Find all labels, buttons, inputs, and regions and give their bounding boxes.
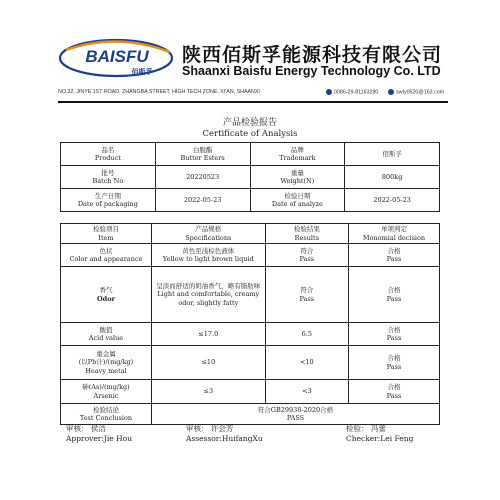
batch-label: 批号 Batch No [61,166,156,189]
checker-cn: 检验： 冯蕾 [346,424,386,433]
info-row-product [61,143,440,166]
spec-cell: ≤3 [151,380,265,404]
logo-cn-text: 佰斯孚 [131,68,153,76]
info-row-dates [61,189,440,212]
table-row [61,267,440,323]
table-row [61,244,440,267]
decision-cell: 合格 Pass [349,267,440,323]
spec-cell: 黄色至浅棕色液体 Yellow to light brown liquid [151,244,265,267]
product-label: 品名 Product [61,143,156,166]
spec-cell: ≤10 [151,346,265,380]
assessor-en: Assessor:HuifangXu [186,434,263,444]
header-divider [58,101,448,103]
phone-contact [326,89,378,95]
header-specifications: 产品规格 Specifications [151,224,265,244]
approver-en: Approver:Jie Hou [66,434,133,444]
baisfu-logo-graphic [58,36,176,80]
product-value: 白脱酯 Butter Esters [155,143,250,166]
table-row [61,380,440,404]
decision-cell: 合格 Pass [349,323,440,346]
checker-signature [346,424,413,444]
result-cell: 符合 Pass [265,267,348,323]
header-item: 检验项目 Item [61,224,152,244]
item-cell: 色状 Color and appearance [61,244,152,267]
table-row [61,323,440,346]
info-row-batch [61,166,440,189]
decision-cell: 合格 Pass [349,380,440,404]
contact-row [58,86,448,100]
analyze-date-value: 2022-05-23 [345,189,440,212]
conclusion-row [61,404,440,425]
approver-cn: 审核： 侯洁 [66,424,106,433]
item-cell: 重金属 (以Pb计)/(mg/kg) Heavy metal [61,346,152,380]
phone-number: 0086-29-81163280 [334,89,379,96]
report-title-cn: 产品检验报告 [222,118,277,128]
result-cell: <10 [265,346,348,380]
checker-en: Checker:Lei Feng [346,434,414,444]
spec-cell: ≤17.0 [151,323,265,346]
spec-cell: 呈淡而舒适的奶油香气，略有脂肪味 Light and comfortable, creamy odor, slightly fatty [151,267,265,323]
email-address: swty0520@163.com [396,89,445,96]
header-results: 检验结果 Results [265,224,348,244]
assessor-signature [186,424,263,444]
item-cell: 香气 Odor [61,267,152,323]
logo-text: BAISFU [85,47,149,66]
packaging-date-label: 生产日期 Date of packaging [61,189,156,212]
approver-signature [66,424,132,444]
header-decision: 单项判定 Monomial decision [349,224,440,244]
packaging-date-value: 2022-05-23 [155,189,250,212]
decision-cell: 合格 Pass [349,346,440,380]
company-logo [58,36,176,80]
analyze-date-label: 检验日期 Date of analyze [250,189,345,212]
result-cell: 6.5 [265,323,348,346]
weight-value: 800kg [345,166,440,189]
company-address: NO.32, JINYE 1ST ROAD, ZHANGBA STREET, HIGH TECH ZONE, XI'AN, SHAANXI [58,89,260,95]
conclusion-value: 符合GB29938-2020合格 PASS [151,404,439,425]
results-header-row [61,224,440,244]
result-cell: <3 [265,380,348,404]
report-title-en: Certificate of Analysis [202,129,298,139]
decision-cell: 合格 Pass [349,244,440,267]
letterhead [0,0,500,112]
phone-icon [326,89,332,95]
company-name-en: Shaanxi Baisfu Energy Technology Co. LTD [182,64,441,78]
assessor-cn: 审核： 许会芳 [186,424,234,433]
result-cell: 符合 Pass [265,244,348,267]
trademark-label: 品牌 Trademark [250,143,345,166]
weight-label: 重量 Weight(N) [250,166,345,189]
product-info-table [60,142,440,212]
trademark-value: 佰斯孚 [345,143,440,166]
table-row [61,346,440,380]
email-contact [388,89,444,95]
conclusion-label: 检验结论 Test Conclusion [61,404,152,425]
test-results-table [60,223,440,425]
company-name-cn: 陕西佰斯孚能源科技有限公司 [182,44,443,66]
batch-value: 20220523 [155,166,250,189]
email-icon [388,89,394,95]
item-cell: 酸值 Acid value [61,323,152,346]
item-cell: 砷(As)/(mg/kg) Arsenic [61,380,152,404]
